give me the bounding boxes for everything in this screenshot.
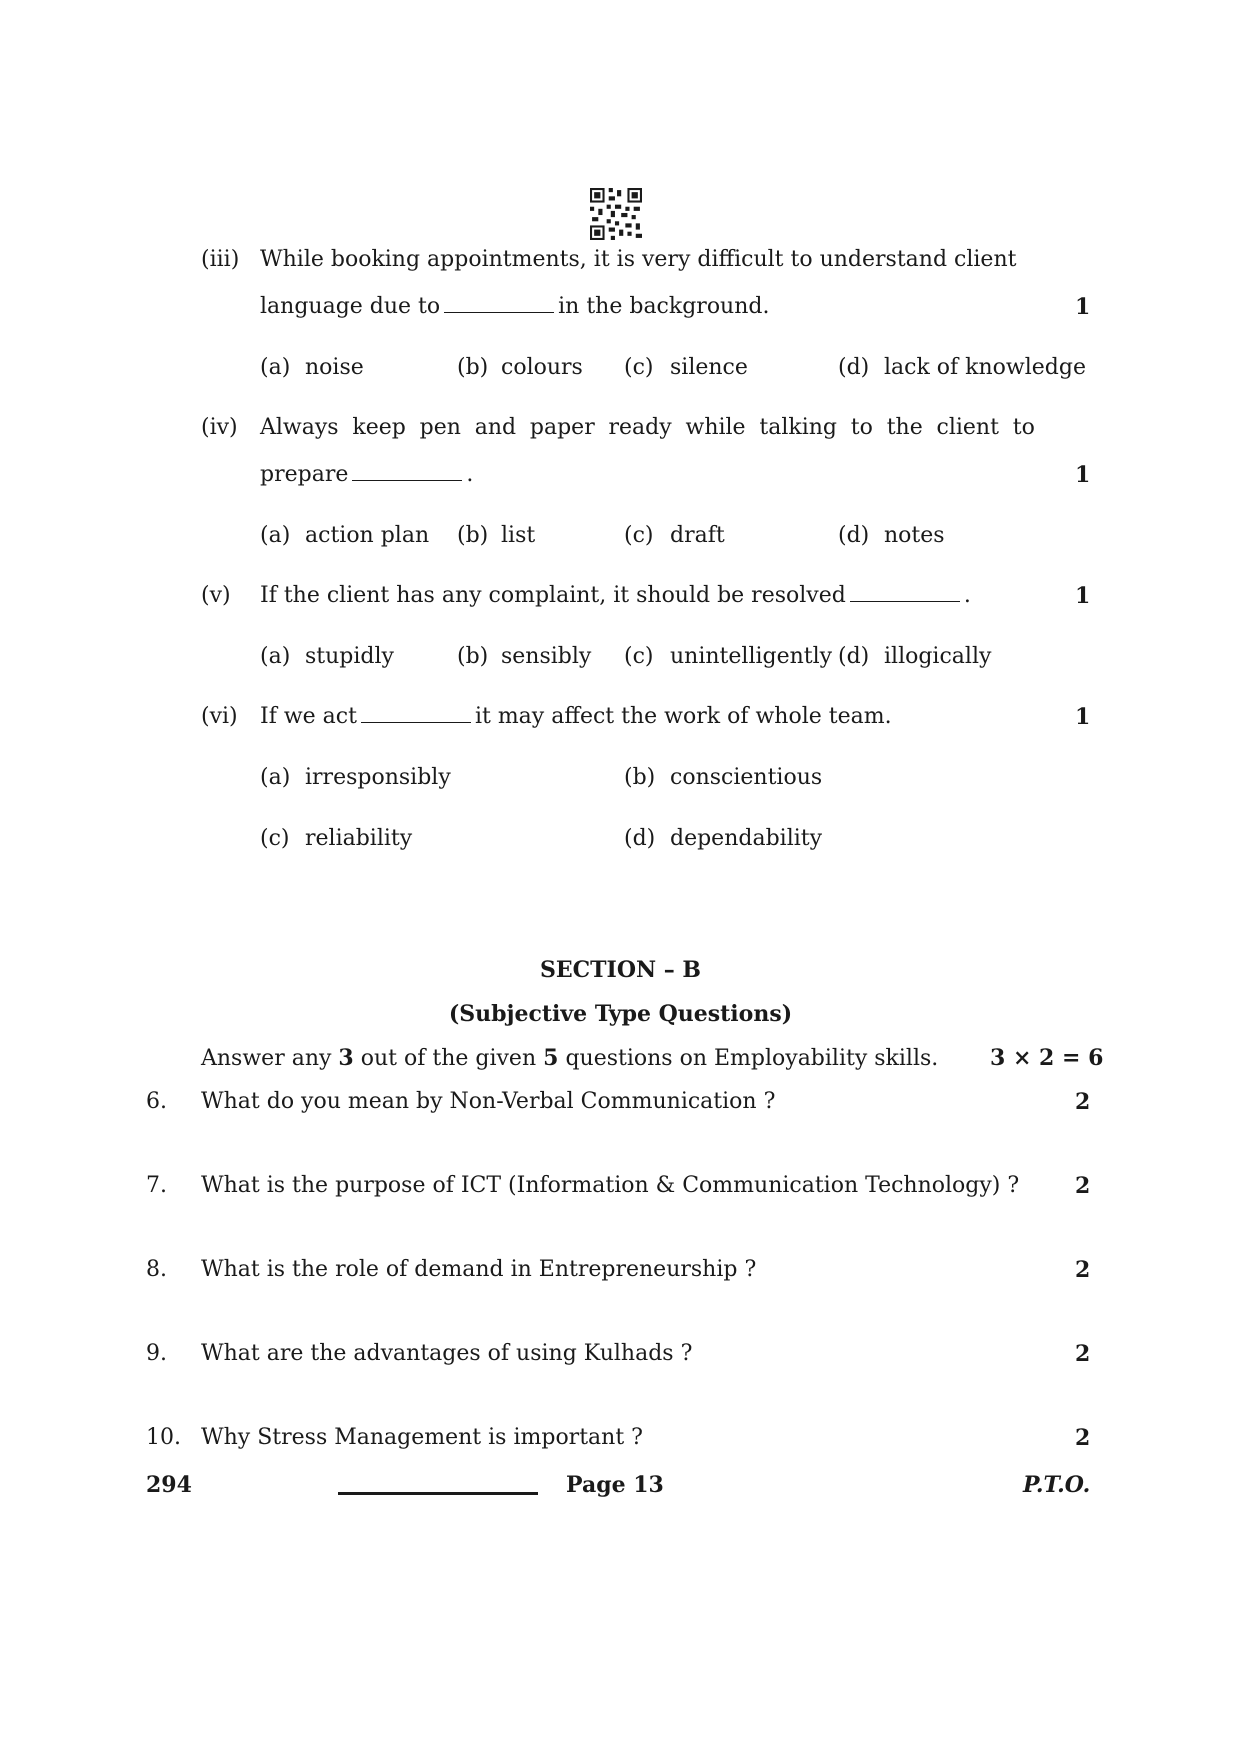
option-text: action plan xyxy=(305,523,430,548)
option-text: draft xyxy=(670,523,725,548)
question-text-part: it may affect the work of whole team. xyxy=(474,704,892,729)
question-text xyxy=(260,583,971,608)
word: the xyxy=(886,415,923,440)
option-label: (c) xyxy=(624,523,654,548)
question-text: What is the purpose of ICT (Information & Communication Technology) ? xyxy=(201,1173,1020,1198)
option-label: (c) xyxy=(624,644,654,669)
question-text-part: language due to xyxy=(260,294,441,319)
option-label: (a) xyxy=(260,765,291,790)
option-label: (d) xyxy=(838,523,870,548)
question-number: (iii) xyxy=(201,247,240,272)
word: to xyxy=(850,415,873,440)
question-number: (v) xyxy=(201,583,231,608)
option-label: (d) xyxy=(624,826,656,851)
option-label: (b) xyxy=(624,765,656,790)
option-text: irresponsibly xyxy=(305,765,451,790)
answer-blank xyxy=(361,704,471,723)
pto-label: P.T.O. xyxy=(1023,1472,1091,1498)
paper-code: 294 xyxy=(146,1472,192,1498)
question-text-part: prepare xyxy=(260,462,349,487)
marks: 1 xyxy=(1075,294,1091,320)
instruction-number: 5 xyxy=(543,1045,559,1071)
section-instruction xyxy=(201,1045,938,1071)
option-text: dependability xyxy=(670,826,823,851)
section-title: SECTION – B xyxy=(539,957,701,983)
word: Always xyxy=(260,415,339,440)
question-text: While booking appointments, it is very difficult to understand client xyxy=(260,247,1017,272)
question-text-part: If we act xyxy=(260,704,357,729)
question-text-line2 xyxy=(260,462,473,487)
word: and xyxy=(474,415,517,440)
option-text: reliability xyxy=(305,826,413,851)
instruction-part: questions on Employability skills. xyxy=(565,1046,939,1071)
option-text: illogically xyxy=(884,644,992,669)
question-number: 6. xyxy=(146,1089,167,1114)
question-text: Why Stress Management is important ? xyxy=(201,1425,643,1450)
question-number: (vi) xyxy=(201,704,238,729)
option-text: stupidly xyxy=(305,644,394,669)
marks: 2 xyxy=(1075,1089,1091,1115)
question-text-part: . xyxy=(466,462,474,487)
footer-rule xyxy=(338,1492,538,1495)
question-text-line2 xyxy=(260,294,769,319)
question-text: What do you mean by Non-Verbal Communication ? xyxy=(201,1089,776,1114)
question-text-part: in the background. xyxy=(558,294,770,319)
option-label: (a) xyxy=(260,523,291,548)
option-label: (a) xyxy=(260,355,291,380)
section-marks: 3 × 2 = 6 xyxy=(990,1045,1104,1071)
word: paper xyxy=(529,415,595,440)
answer-blank xyxy=(352,462,462,481)
answer-blank xyxy=(850,583,960,602)
option-label: (a) xyxy=(260,644,291,669)
qr-code xyxy=(590,188,642,240)
page-number: Page 13 xyxy=(566,1472,664,1498)
question-number: 9. xyxy=(146,1341,167,1366)
option-text: silence xyxy=(670,355,748,380)
option-label: (c) xyxy=(624,355,654,380)
option-label: (b) xyxy=(457,523,489,548)
word: ready xyxy=(608,415,672,440)
question-text xyxy=(260,415,1035,440)
question-text-part: . xyxy=(963,583,971,608)
option-text: list xyxy=(501,523,536,548)
marks: 2 xyxy=(1075,1257,1091,1283)
marks: 2 xyxy=(1075,1425,1091,1451)
word: pen xyxy=(419,415,461,440)
instruction-part: Answer any xyxy=(201,1046,332,1071)
marks: 1 xyxy=(1075,704,1091,730)
answer-blank xyxy=(444,294,554,313)
word: client xyxy=(936,415,999,440)
question-text-part: If the client has any complaint, it should be resolved xyxy=(260,583,846,608)
section-subtitle: (Subjective Type Questions) xyxy=(448,1001,793,1027)
marks: 1 xyxy=(1075,462,1091,488)
question-text: What are the advantages of using Kulhads ? xyxy=(201,1341,693,1366)
option-text: noise xyxy=(305,355,364,380)
option-text: conscientious xyxy=(670,765,823,790)
word: while xyxy=(685,415,746,440)
option-text: notes xyxy=(884,523,945,548)
option-label: (c) xyxy=(260,826,290,851)
marks: 1 xyxy=(1075,583,1091,609)
word: talking xyxy=(759,415,837,440)
marks: 2 xyxy=(1075,1341,1091,1367)
option-text: unintelligently xyxy=(670,644,833,669)
question-number: 7. xyxy=(146,1173,167,1198)
option-label: (d) xyxy=(838,644,870,669)
option-text: lack of knowledge xyxy=(884,355,1086,380)
question-number: (iv) xyxy=(201,415,238,440)
option-label: (d) xyxy=(838,355,870,380)
word: to xyxy=(1012,415,1035,440)
instruction-number: 3 xyxy=(338,1045,354,1071)
question-number: 8. xyxy=(146,1257,167,1282)
option-text: colours xyxy=(501,355,583,380)
instruction-part: out of the given xyxy=(360,1046,537,1071)
question-text xyxy=(260,704,892,729)
marks: 2 xyxy=(1075,1173,1091,1199)
word: keep xyxy=(352,415,406,440)
option-label: (b) xyxy=(457,644,489,669)
question-text: What is the role of demand in Entrepreneurship ? xyxy=(201,1257,757,1282)
option-label: (b) xyxy=(457,355,489,380)
option-text: sensibly xyxy=(501,644,592,669)
question-number: 10. xyxy=(146,1425,181,1450)
